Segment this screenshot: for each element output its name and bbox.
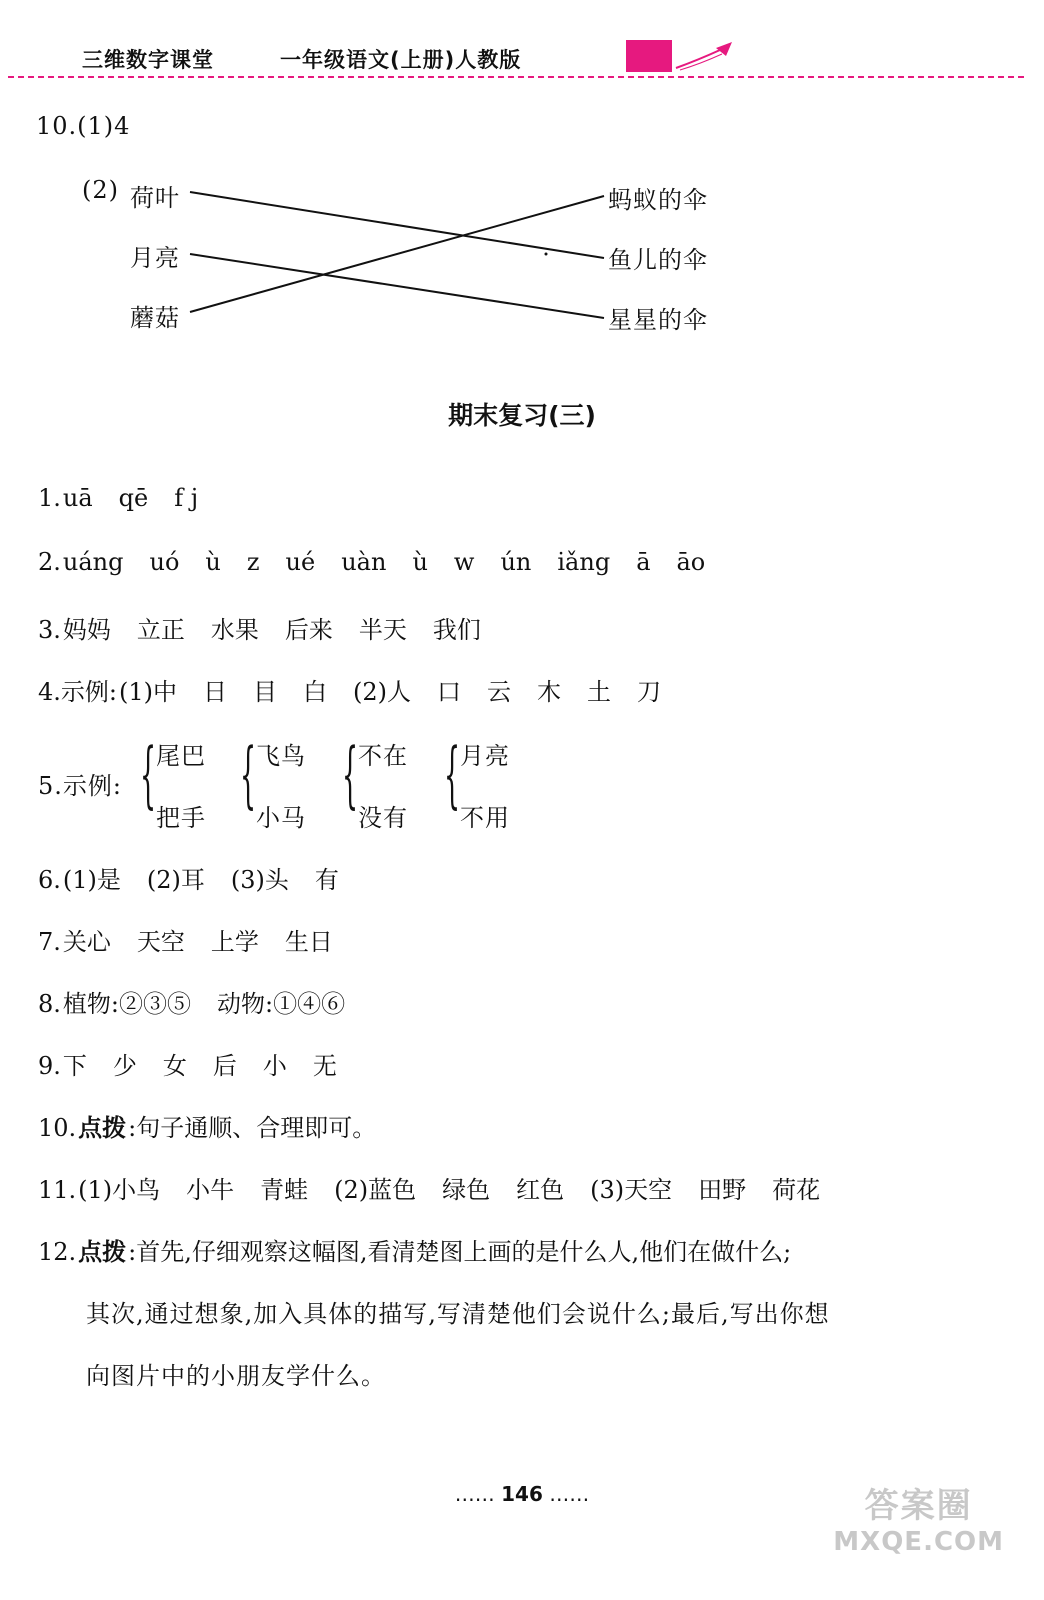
q2-part: uàn: [341, 548, 387, 576]
match-right-3: 星星的伞: [608, 306, 708, 334]
q12-hint-label: 点拨: [78, 1238, 127, 1266]
q9-part: 少: [112, 1052, 137, 1080]
header-book-title: 一年级语文(上册)人教版: [280, 48, 522, 72]
q9-part: 女: [162, 1052, 187, 1080]
q9-part: 后: [212, 1052, 237, 1080]
header-series-title: 三维数字课堂: [82, 48, 214, 72]
answer-row-1: [38, 484, 224, 518]
q4-part: 日: [202, 678, 227, 706]
q6-part: (3)头: [230, 866, 289, 894]
q9-num: 9.: [38, 1052, 61, 1080]
answer-row-10: [38, 1108, 402, 1142]
q10-hint-label: 点拨: [78, 1114, 127, 1142]
q2-part: uó: [149, 548, 180, 576]
q3-part: 我们: [432, 616, 481, 644]
q7-part: 天空: [136, 928, 185, 956]
q12-line-2: 其次,通过想象,加入具体的描写,写清楚他们会说什么;最后,写出你想: [86, 1300, 830, 1328]
q8-part: 动物:①④⑥: [217, 990, 346, 1018]
page-number-dots-left: ……: [454, 1482, 495, 1506]
q1-num: 1.: [38, 484, 61, 512]
answer-row-11: [38, 1170, 846, 1204]
answer-row-9: [38, 1046, 363, 1080]
q10-num: 10.: [38, 1114, 77, 1142]
q2-num: 2.: [38, 548, 61, 576]
q8-part: 植物:②③⑤: [62, 990, 191, 1018]
q4-part: (2)人: [352, 678, 411, 706]
q5-bottom-4: 不用: [460, 804, 510, 832]
match-line-2: [190, 254, 604, 318]
q11-part: 红色: [516, 1176, 565, 1204]
section-title: 期末复习(三): [448, 401, 596, 430]
q3-part: 水果: [210, 616, 259, 644]
q5-bottom-2: 小马: [256, 804, 306, 832]
watermark-top: 答案圈: [864, 1486, 973, 1526]
brace-1: {: [140, 732, 157, 816]
matching-lines: [0, 0, 1044, 360]
q1-part: qē: [118, 484, 149, 512]
q2-part: ún: [500, 548, 532, 576]
q9-part: 下: [62, 1052, 87, 1080]
q5-bottom-1: 把手: [156, 804, 206, 832]
q4-part: 口: [436, 678, 461, 706]
q10-prev-part2-prefix: (2): [82, 176, 119, 204]
q4-part: 刀: [636, 678, 661, 706]
q7-num: 7.: [38, 928, 61, 956]
match-left-3: 蘑菇: [130, 304, 180, 332]
match-right-2: 鱼儿的伞: [608, 246, 708, 274]
q4-num: 4.示例:: [38, 678, 117, 706]
page-number-dots-right: ……: [549, 1482, 590, 1506]
q3-part: 妈妈: [62, 616, 111, 644]
q2-part: ā: [636, 548, 651, 576]
q7-part: 关心: [62, 928, 111, 956]
match-line-3: [190, 196, 604, 312]
watermark-bottom: MXQE.COM: [833, 1527, 1004, 1557]
q6-part: (1)是: [62, 866, 121, 894]
q1-part: f j: [174, 484, 199, 512]
page-number-value: 146: [501, 1482, 543, 1506]
brace-3: {: [342, 732, 359, 816]
q2-part: ù: [412, 548, 428, 576]
watermark-logo: [833, 1478, 1004, 1557]
q9-part: 小: [262, 1052, 287, 1080]
q11-part: 青蛙: [260, 1176, 309, 1204]
match-left-1: 荷叶: [130, 184, 180, 212]
q10-prev-label: 10.(1)4: [36, 112, 131, 140]
q11-part: 荷花: [772, 1176, 821, 1204]
q12-line-3: 向图片中的小朋友学什么。: [86, 1362, 386, 1390]
q2-part: z: [246, 548, 260, 576]
q3-num: 3.: [38, 616, 61, 644]
q4-part: 云: [486, 678, 511, 706]
match-line-1: [190, 192, 604, 258]
q2-part: uáng: [62, 548, 124, 576]
q2-part: ù: [205, 548, 221, 576]
brace-4: {: [444, 732, 461, 816]
q7-part: 生日: [284, 928, 333, 956]
q11-part: 绿色: [442, 1176, 491, 1204]
stray-dot: [545, 253, 548, 256]
q5-num: 5.示例:: [38, 772, 122, 800]
q4-part: (1)中: [118, 678, 177, 706]
q6-part: 有: [314, 866, 339, 894]
q2-part: iǎng: [557, 548, 611, 576]
q3-part: 立正: [136, 616, 185, 644]
q3-part: 半天: [358, 616, 407, 644]
q8-num: 8.: [38, 990, 61, 1018]
q5-bottom-3: 没有: [358, 804, 408, 832]
match-right-1: 蚂蚁的伞: [608, 186, 708, 214]
q4-part: 土: [586, 678, 611, 706]
answer-row-4: [38, 672, 687, 706]
q2-part: ué: [285, 548, 316, 576]
q7-part: 上学: [210, 928, 259, 956]
q9-part: 无: [312, 1052, 337, 1080]
q11-part: 小牛: [186, 1176, 235, 1204]
q11-part: (2)蓝色: [334, 1176, 417, 1204]
q5-top-4: 月亮: [460, 742, 510, 770]
q4-part: 白: [302, 678, 327, 706]
answer-row-12: [38, 1232, 817, 1266]
q2-part: w: [453, 548, 475, 576]
answer-row-8: [38, 984, 371, 1018]
answer-row-6: [38, 860, 365, 894]
q11-num: 11.: [38, 1176, 77, 1204]
q10-text: :句子通顺、合理即可。: [128, 1114, 377, 1142]
q3-part: 后来: [284, 616, 333, 644]
q11-part: 田野: [698, 1176, 747, 1204]
match-left-2: 月亮: [130, 244, 180, 272]
answer-row-7: [38, 922, 359, 956]
q5-top-1: 尾巴: [156, 742, 206, 770]
answer-row-2: [38, 548, 731, 582]
q12-num: 12.: [38, 1238, 77, 1266]
q2-part: āo: [676, 548, 706, 576]
q4-part: 木: [536, 678, 561, 706]
q1-part: uā: [62, 484, 93, 512]
brace-2: {: [240, 732, 257, 816]
q5-top-3: 不在: [358, 742, 408, 770]
q11-part: (3)天空: [590, 1176, 673, 1204]
q6-part: (2)耳: [146, 866, 205, 894]
q12-line-1: :首先,仔细观察这幅图,看清楚图上画的是什么人,他们在做什么;: [128, 1238, 792, 1266]
q5-top-2: 飞鸟: [256, 742, 306, 770]
q6-num: 6.: [38, 866, 61, 894]
q4-part: 目: [252, 678, 277, 706]
answer-row-3: [38, 610, 507, 644]
q11-part: (1)小鸟: [78, 1176, 161, 1204]
